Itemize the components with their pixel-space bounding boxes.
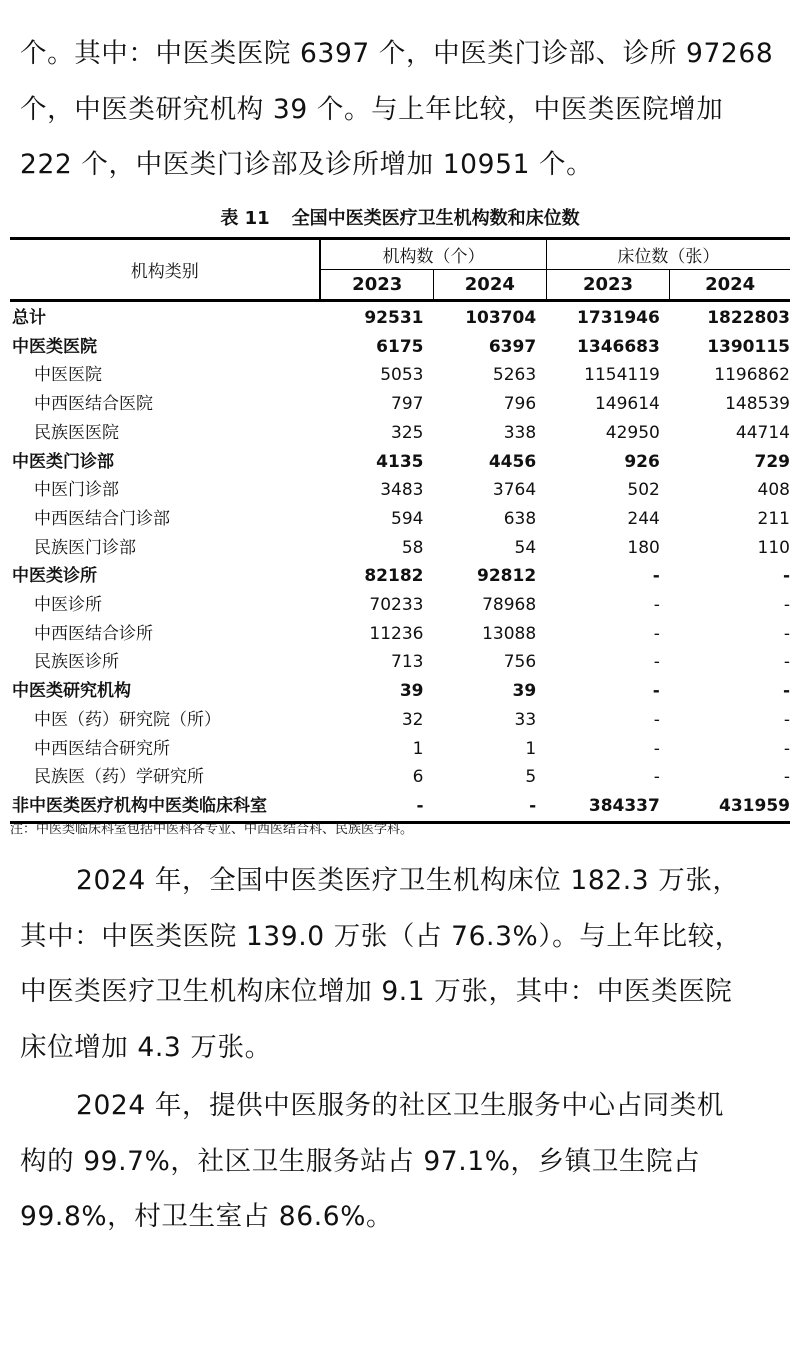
cell-value: - — [653, 738, 660, 759]
cell-value: 180 — [627, 537, 660, 558]
paragraph-line: 其中：中医类医院 139.0 万张（占 76.3%）。与上年比较， — [20, 920, 742, 952]
cell-value: - — [783, 595, 790, 616]
cell-value: 338 — [503, 422, 537, 443]
cell-value: 1390115 — [707, 336, 790, 357]
cell-value: 1196862 — [714, 365, 790, 386]
cell-value: 211 — [757, 508, 790, 529]
header-institution-count: 机构数（个） — [320, 239, 546, 270]
row-label: 中医诊所 — [34, 595, 102, 616]
header-year: 2024 — [434, 270, 547, 301]
cell-value: 6 — [412, 767, 424, 788]
table-title: 全国中医类医疗卫生机构数和床位数 — [291, 208, 580, 229]
paragraph-line: 床位增加 4.3 万张。 — [20, 1031, 272, 1063]
cell-value: 797 — [391, 394, 424, 415]
row-label: 中医（药）研究院（所） — [34, 709, 221, 730]
table-note: 注：中医类临床科室包括中医科各专业、中西医结合科、民族医学科。 — [10, 822, 414, 837]
cell-value: 92531 — [364, 308, 424, 328]
cell-value: 1 — [525, 738, 537, 759]
cell-value: 638 — [503, 508, 537, 529]
cell-value: 110 — [757, 537, 790, 558]
cell-value: 3483 — [380, 480, 424, 501]
cell-value: 13088 — [482, 623, 537, 644]
table-row — [10, 591, 790, 620]
cell-value: 1 — [412, 738, 424, 759]
header-year: 2024 — [670, 270, 790, 301]
cell-value: - — [783, 767, 790, 788]
cell-value: - — [782, 681, 790, 702]
table-row — [10, 361, 790, 390]
cell-value: 1346683 — [577, 336, 660, 357]
cell-value: 58 — [401, 537, 424, 558]
table-row — [10, 706, 790, 735]
cell-value: - — [652, 681, 660, 702]
row-label: 中西医结合医院 — [34, 394, 153, 415]
row-label: 民族医（药）学研究所 — [34, 767, 204, 788]
paragraph-line: 构的 99.7%，社区卫生服务站占 97.1%，乡镇卫生院占 — [20, 1145, 701, 1177]
cell-value: 32 — [401, 709, 424, 730]
paragraph-line: 2024 年，全国中医类医疗卫生机构床位 182.3 万张， — [76, 865, 740, 896]
table-caption — [0, 206, 800, 232]
row-label: 总计 — [12, 308, 46, 328]
row-label: 中西医结合诊所 — [34, 623, 153, 644]
cell-value: 82182 — [364, 566, 424, 587]
table-row — [10, 333, 790, 362]
cell-value: 1731946 — [577, 308, 660, 328]
table-row — [10, 735, 790, 764]
row-label: 中医类诊所 — [12, 566, 97, 587]
cell-value: 502 — [627, 480, 660, 501]
table-row — [10, 677, 790, 706]
table-row — [10, 301, 790, 333]
paragraph-line: 99.8%，村卫生室占 86.6%。 — [20, 1201, 394, 1232]
cell-value: 39 — [399, 681, 424, 702]
cell-value: 5 — [525, 767, 537, 788]
cell-value: - — [783, 709, 790, 730]
cell-value: 408 — [757, 480, 790, 501]
cell-value: 103704 — [465, 308, 537, 328]
cell-value: 713 — [391, 652, 424, 673]
cell-value: 44714 — [735, 422, 790, 443]
cell-value: - — [783, 652, 790, 673]
cell-value: - — [434, 792, 547, 822]
cell-value: - — [783, 623, 790, 644]
cell-value: 70233 — [369, 595, 424, 616]
cell-value: 39 — [512, 681, 537, 702]
row-label: 非中医类医疗机构中医类临床科室 — [10, 792, 320, 822]
header-bed-count: 床位数（张） — [546, 239, 790, 270]
cell-value: 729 — [754, 451, 790, 472]
cell-value: 6175 — [376, 336, 424, 357]
cell-value: 4456 — [488, 451, 537, 472]
cell-value: 796 — [503, 394, 537, 415]
table-row — [10, 476, 790, 505]
cell-value: - — [652, 566, 660, 587]
cell-value: 149614 — [594, 394, 660, 415]
cell-value: 756 — [503, 652, 537, 673]
cell-value: 4135 — [376, 451, 424, 472]
cell-value: 244 — [627, 508, 660, 529]
table-row — [10, 505, 790, 534]
cell-value: 78968 — [482, 595, 537, 616]
table-row — [10, 534, 790, 563]
paragraph-line: 中医类医疗卫生机构床位增加 9.1 万张，其中：中医类医院 — [20, 976, 733, 1007]
cell-value: 148539 — [725, 394, 790, 415]
table-row — [10, 390, 790, 419]
cell-value: 92812 — [477, 566, 537, 587]
table-row — [10, 562, 790, 591]
cell-value: - — [653, 623, 660, 644]
cell-value: 33 — [514, 709, 537, 730]
table-row — [10, 648, 790, 677]
cell-value: 926 — [624, 451, 660, 472]
table-row — [10, 792, 790, 822]
cell-value: - — [653, 767, 660, 788]
row-label: 中西医结合门诊部 — [34, 508, 170, 529]
table-number: 表 11 — [220, 208, 270, 229]
paragraph-line: 个，中医类研究机构 39 个。与上年比较，中医类医院增加 — [20, 93, 724, 125]
row-label: 中医医院 — [34, 365, 102, 386]
cell-value: 1822803 — [707, 308, 790, 328]
cell-value: 5053 — [380, 365, 424, 386]
cell-value: 384337 — [546, 792, 670, 822]
row-label: 中医门诊部 — [34, 480, 119, 501]
cell-value: - — [653, 709, 660, 730]
cell-value: - — [653, 595, 660, 616]
cell-value: 594 — [391, 508, 424, 529]
row-label: 中医类门诊部 — [12, 451, 114, 472]
paragraph-bed-counts — [20, 853, 790, 1075]
header-category: 机构类别 — [10, 239, 320, 301]
table-row — [10, 763, 790, 792]
paragraph-institution-counts — [20, 26, 790, 193]
cell-value: 11236 — [369, 623, 424, 644]
row-label: 中医类研究机构 — [12, 681, 131, 702]
cell-value: 3764 — [492, 480, 537, 501]
cell-value: - — [782, 566, 790, 587]
table-row — [10, 448, 790, 477]
paragraph-line: 222 个，中医类门诊部及诊所增加 10951 个。 — [20, 149, 594, 180]
row-label: 中医类医院 — [12, 336, 97, 357]
cell-value: - — [783, 738, 790, 759]
row-label: 中西医结合研究所 — [34, 738, 170, 759]
cell-value: - — [653, 652, 660, 673]
cell-value: 431959 — [670, 792, 790, 822]
tcm-institutions-table — [10, 237, 790, 824]
cell-value: 42950 — [605, 422, 660, 443]
cell-value: - — [320, 792, 433, 822]
row-label: 民族医诊所 — [34, 652, 119, 673]
header-year: 2023 — [546, 270, 670, 301]
row-label: 民族医门诊部 — [34, 537, 136, 558]
cell-value: 54 — [514, 537, 537, 558]
table-row — [10, 419, 790, 448]
paragraph-line: 个。其中：中医类医院 6397 个，中医类门诊部、诊所 97268 — [20, 38, 774, 69]
header-year: 2023 — [320, 270, 433, 301]
cell-value: 325 — [391, 422, 424, 443]
cell-value: 5263 — [492, 365, 537, 386]
table-row — [10, 620, 790, 649]
row-label: 民族医医院 — [34, 422, 119, 443]
cell-value: 6397 — [488, 336, 537, 357]
paragraph-line: 2024 年，提供中医服务的社区卫生服务中心占同类机 — [76, 1090, 724, 1121]
cell-value: 1154119 — [584, 365, 660, 386]
paragraph-service-coverage — [20, 1078, 790, 1245]
